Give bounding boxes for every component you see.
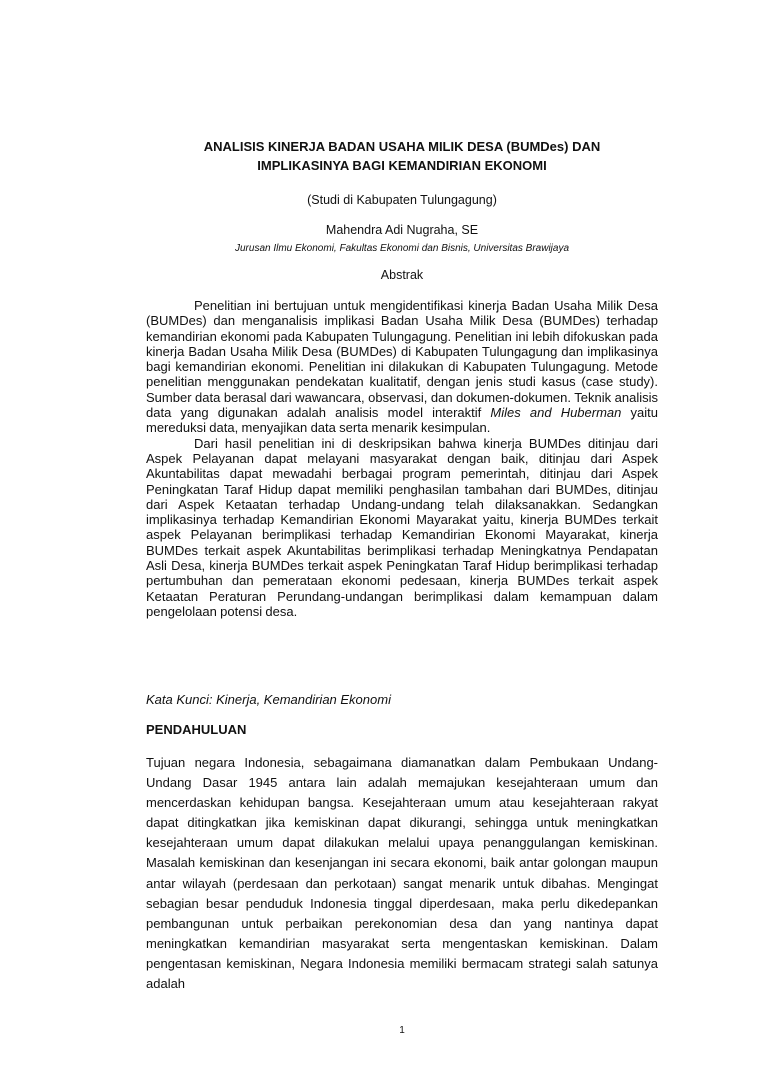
abstract-body xyxy=(146,298,658,619)
title-line-1: ANALISIS KINERJA BADAN USAHA MILIK DESA (BUMDes) DAN xyxy=(203,139,601,154)
abstract-p1-text: Penelitian ini bertujuan untuk mengidentifikasi kinerja Badan Usaha Milik Desa (BUMDes) dan menganalisis implikasi Badan Usaha Milik Desa (BUMDes) terhadap kemandirian ekonomi pada Kabupaten Tulungagung. Penelitian ini lebih difokuskan pada kinerja Badan Usaha Milik Desa (BUMDes) di Kabupaten Tulungagung dan implikasinya bagi kemandirian ekonomi. Penelitian ini dilakukan di Kabupaten Tulungagung. Metode penelitian menggunakan pendekatan kualitatif, dengan jenis studi kasus (case study). Sumber data berasal dari wawancara, observasi, dan dokumen-dokumen. Teknik analisis data yang digunakan adalah analisis model interaktif xyxy=(146,298,658,421)
paper-title xyxy=(146,137,658,175)
title-line-2: IMPLIKASINYA BAGI KEMANDIRIAN EKONOMI xyxy=(257,158,547,173)
author-affiliation: Jurusan Ilmu Ekonomi, Fakultas Ekonomi dan Bisnis, Universitas Brawijaya xyxy=(234,243,570,254)
page-number: 1 xyxy=(399,1025,405,1036)
section-heading: PENDAHULUAN xyxy=(146,722,247,737)
section-body: Tujuan negara Indonesia, sebagaimana diamanatkan dalam Pembukaan Undang-Undang Dasar 1945 antara lain adalah memajukan kesejahteraan umum dan mencerdaskan kehidupan bangsa. Kesejahteraan umum atau kesejahteraan rakyat dapat ditingkatkan jika kemiskinan dapat dikurangi, sehingga untuk meningkatkan kesejahteraan umum dapat dilakukan melalui upaya penanggulangan kemiskinan. Masalah kemiskinan dan kesenjangan ini secara ekonomi, baik antar golongan maupun antar wilayah (perdesaan dan perkotaan) sangat menarik untuk dibahas. Mengingat sebagian besar penduduk Indonesia tinggal diperdesaan, maka perlu dikedepankan pembangunan untuk perbaikan perekonomian desa dan yang nantinya dapat meningkatkan kemandirian masyarakat serta mengentaskan kemiskinan. Dalam pengentasan kemiskinan, Negara Indonesia memiliki bermacam strategi salah satunya adalah xyxy=(146,755,658,992)
abstract-p1-text-end: yaitu mereduksi data, menyajikan data serta menarik kesimpulan. xyxy=(146,405,658,436)
author-name: Mahendra Adi Nugraha, SE xyxy=(325,223,479,237)
abstract-paragraph-1 xyxy=(146,298,658,436)
abstract-heading: Abstrak xyxy=(380,268,424,282)
keywords: Kata Kunci: Kinerja, Kemandirian Ekonomi xyxy=(146,692,391,707)
abstract-paragraph-2: Dari hasil penelitian ini di deskripsikan bahwa kinerja BUMDes ditinjau dari Aspek Pelayanan dapat melayani masyarakat dengan baik, ditinjau dari Aspek Akuntabilitas dapat mewadahi berbagai program pemerintah, ditinjau dari Aspek Peningkatan Taraf Hidup dapat memiliki penghasilan tambahan dari BUMDes, ditinjau dari Aspek Ketaatan terhadap Undang-undang telah dilaksanakkan. Sedangkan implikasinya terhadap Kemandirian Ekonomi Mayarakat yaitu, kinerja BUMDes terkait aspek Pelayanan berimplikasi terhadap Kemandirian Ekonomi Mayarakat, kinerja BUMDes terkait aspek Akuntabilitas berimplikasi terhadap Meningkatnya Pendapatan Asli Desa, kinerja BUMDes terkait aspek Peningkatan Taraf Hidup berimplikasi terhadap pertumbuhan dan pemerataan ekonomi pedesaan, kinerja BUMDes terkait aspek Ketaatan Peraturan Perundang-undangan berimplikasi dalam kemampuan dalam pengelolaan potensi desa. xyxy=(146,435,658,619)
paper-subtitle: (Studi di Kabupaten Tulungagung) xyxy=(307,193,497,207)
abstract-p1-italic: Miles and Huberman xyxy=(490,405,622,421)
